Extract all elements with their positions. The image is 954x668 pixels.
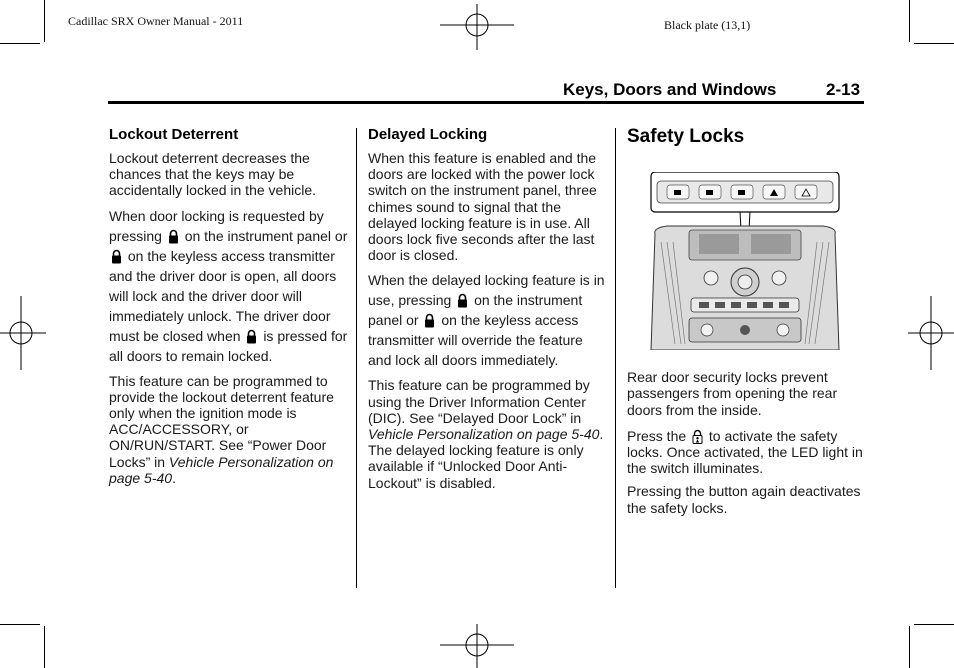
column-divider	[356, 128, 357, 588]
registration-mark-icon	[440, 620, 514, 668]
registration-mark-icon	[908, 296, 954, 370]
registration-mark-icon	[440, 4, 514, 54]
paragraph	[368, 377, 608, 490]
text: is pressed for all doors to remain locked.	[109, 327, 348, 364]
paragraph	[109, 373, 349, 486]
paragraph: Rear door security locks prevent passengers from opening the rear doors from the inside.	[627, 369, 838, 418]
section-title: Keys, Doors and Windows	[563, 80, 777, 99]
crop-mark-bottom-right-v	[909, 626, 910, 668]
crop-mark-top-left-h	[0, 43, 40, 44]
page-number: 2-13	[826, 80, 861, 99]
paragraph	[627, 428, 863, 477]
column-delayed-locking	[368, 126, 608, 498]
column-safety-locks	[627, 126, 863, 523]
cross-reference-link[interactable]: Vehicle Personalization on page 5-40	[368, 426, 600, 443]
crop-mark-bottom-left-h	[0, 624, 40, 625]
text: When door locking is requested by pressing	[109, 207, 324, 244]
text: This feature can be programmed by using the Driver Information Center (DIC). See “Delayed Door Lock” in	[368, 377, 590, 426]
text: Press the	[627, 427, 687, 444]
manual-title: Cadillac SRX Owner Manual - 2011	[68, 14, 244, 28]
text: .	[172, 469, 176, 486]
crop-mark-top-left-v	[44, 0, 45, 42]
paragraph: Lockout deterrent decreases the chances that the keys may be accidentally locked in the vehicle.	[109, 150, 317, 199]
lock-icon	[457, 293, 468, 308]
cross-reference-link[interactable]: Vehicle Personalization on page 5-40	[109, 453, 334, 486]
text: to activate the safety locks. Once activated, the LED light in the switch illuminates.	[627, 427, 863, 477]
center-console-illustration	[627, 172, 857, 350]
crop-mark-bottom-right-h	[914, 624, 954, 625]
registration-mark-icon	[0, 296, 46, 370]
column-divider	[615, 128, 616, 588]
paragraph: When this feature is enabled and the doors are locked with the power lock switch on the instrument panel, three chimes sound to signal that the delayed locking feature is in use. All doors lock five seconds after the last door is closed.	[368, 150, 597, 264]
lock-icon	[168, 229, 179, 244]
heading-safety-locks: Safety Locks	[627, 126, 745, 147]
crop-mark-bottom-left-v	[44, 626, 45, 668]
text: . The delayed locking feature is only available if “Unlocked Door Anti-Lockout” is disabled.	[368, 426, 604, 491]
text: on the instrument panel or	[368, 292, 583, 329]
plate-label: Black plate (13,1)	[664, 18, 751, 32]
crop-mark-top-right-v	[909, 0, 910, 42]
paragraph	[109, 206, 349, 366]
text: This feature can be programmed to provide the lockout deterrent feature only when the ignition mode is ACC/ACCESSORY, or ON/RUN/START. See “Power Door Locks” in	[109, 372, 334, 470]
heading-delayed-locking: Delayed Locking	[368, 126, 488, 143]
header-rule	[108, 101, 864, 104]
crop-mark-top-right-h	[914, 43, 954, 44]
heading-lockout-deterrent: Lockout Deterrent	[109, 126, 239, 143]
text: on the keyless access transmitter will override the feature and lock all doors immediately.	[368, 312, 583, 369]
text: on the keyless access transmitter and the driver door is open, all doors will lock and the driver door will immediately unlock. The driver door must be closed when	[109, 247, 337, 344]
paragraph: Pressing the button again deactivates the safety locks.	[627, 483, 861, 516]
paragraph	[368, 270, 608, 370]
column-lockout-deterrent	[109, 126, 349, 493]
lock-icon	[246, 329, 257, 344]
text: When the delayed locking feature is in use, pressing	[368, 272, 605, 309]
lock-icon	[424, 313, 435, 328]
lock-icon	[111, 249, 122, 264]
child-lock-icon	[692, 429, 703, 444]
text: on the instrument panel or	[184, 227, 348, 244]
